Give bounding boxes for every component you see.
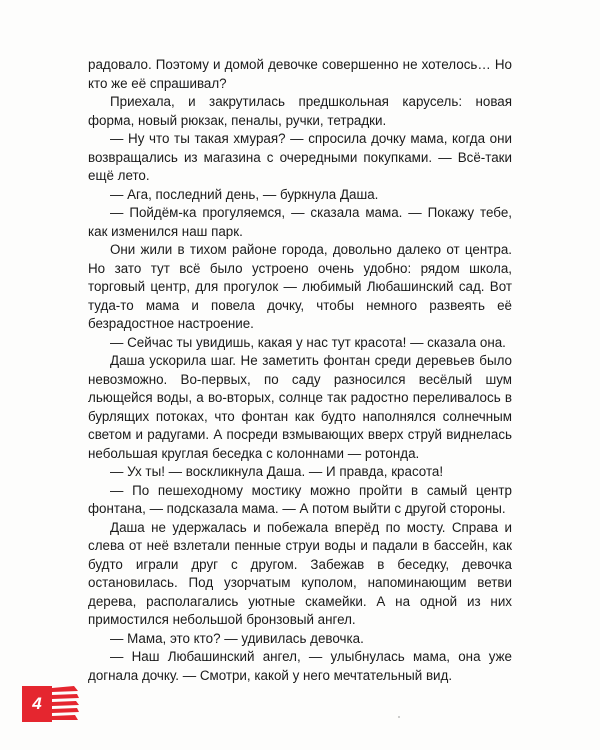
paragraph: Приехала, и закрутилась предшкольная карусель: новая форма, новый рюкзак, пеналы, ручки, тетрадки. xyxy=(88,94,512,128)
paragraph: — Сейчас ты увидишь, какая у нас тут красота! — сказала она. xyxy=(110,334,506,350)
paragraph: Даша не удержалась и побежала вперёд по мосту. Справа и слева от неё взлетали пенные струи воды и падали в бассейн, как будто играли друг с другом. Забежав в беседку, девочка остановилась. Под узорчатым куполом, напоминающим ветви дерева, располагались уютные скамейки. А на одной из них примостился небольшой бронзовый ангел. xyxy=(88,519,512,627)
paragraph: — Наш Любашинский ангел, — улыбнулась мама, она уже догнала дочку. — Смотри, какой у него мечтательный вид. xyxy=(88,649,512,683)
body-text xyxy=(88,56,512,685)
paragraph: — Пойдём-ка прогуляемся, — сказала мама. — Покажу тебе, как изменился наш парк. xyxy=(88,205,512,239)
paragraph: Они жили в тихом районе города, довольно далеко от центра. Но зато тут всё было устроено очень удобно: рядом школа, торговый центр, для прогулок — любимый Любашинский сад. Вот туда-то мама и повела дочку, чтобы немного развеять её безрадостное настроение. xyxy=(88,242,512,331)
paragraph: — По пешеходному мостику можно пройти в самый центр фонтана, — подсказала мама. — А потом выйти с другой стороны. xyxy=(88,482,512,516)
scarf-fringe-icon xyxy=(52,686,80,722)
paragraph: — Ага, последний день, — буркнула Даша. xyxy=(110,186,379,202)
paragraph: — Ну что ты такая хмурая? — спросила дочку мама, когда они возвращались из магазина с очередными покупками. — Всё-таки ещё лето. xyxy=(88,131,512,183)
paragraph: радовало. Поэтому и домой девочке совершенно не хотелось… Но кто же её спрашивал? xyxy=(88,57,512,91)
paragraph: — Ух ты! — воскликнула Даша. — И правда, красота! xyxy=(110,464,444,479)
page-number: 4 xyxy=(32,694,42,713)
paragraph: — Мама, это кто? — удивилась девочка. xyxy=(110,630,364,646)
paragraph: Даша ускорила шаг. Не заметить фонтан среди деревьев было невозможно. Во-первых, по саду разносился весёлый шум льющейся воды, а во-вторых, солнце так радостно переливалось в бурлящих потоках, что фонтан как будто наполнялся солнечным светом и радугами. А посреди взмывающих вверх струй виднелась небольшая круглая беседка с колоннами — ротонда. xyxy=(88,353,512,461)
page-number-badge xyxy=(22,686,52,722)
print-speck xyxy=(398,716,400,718)
